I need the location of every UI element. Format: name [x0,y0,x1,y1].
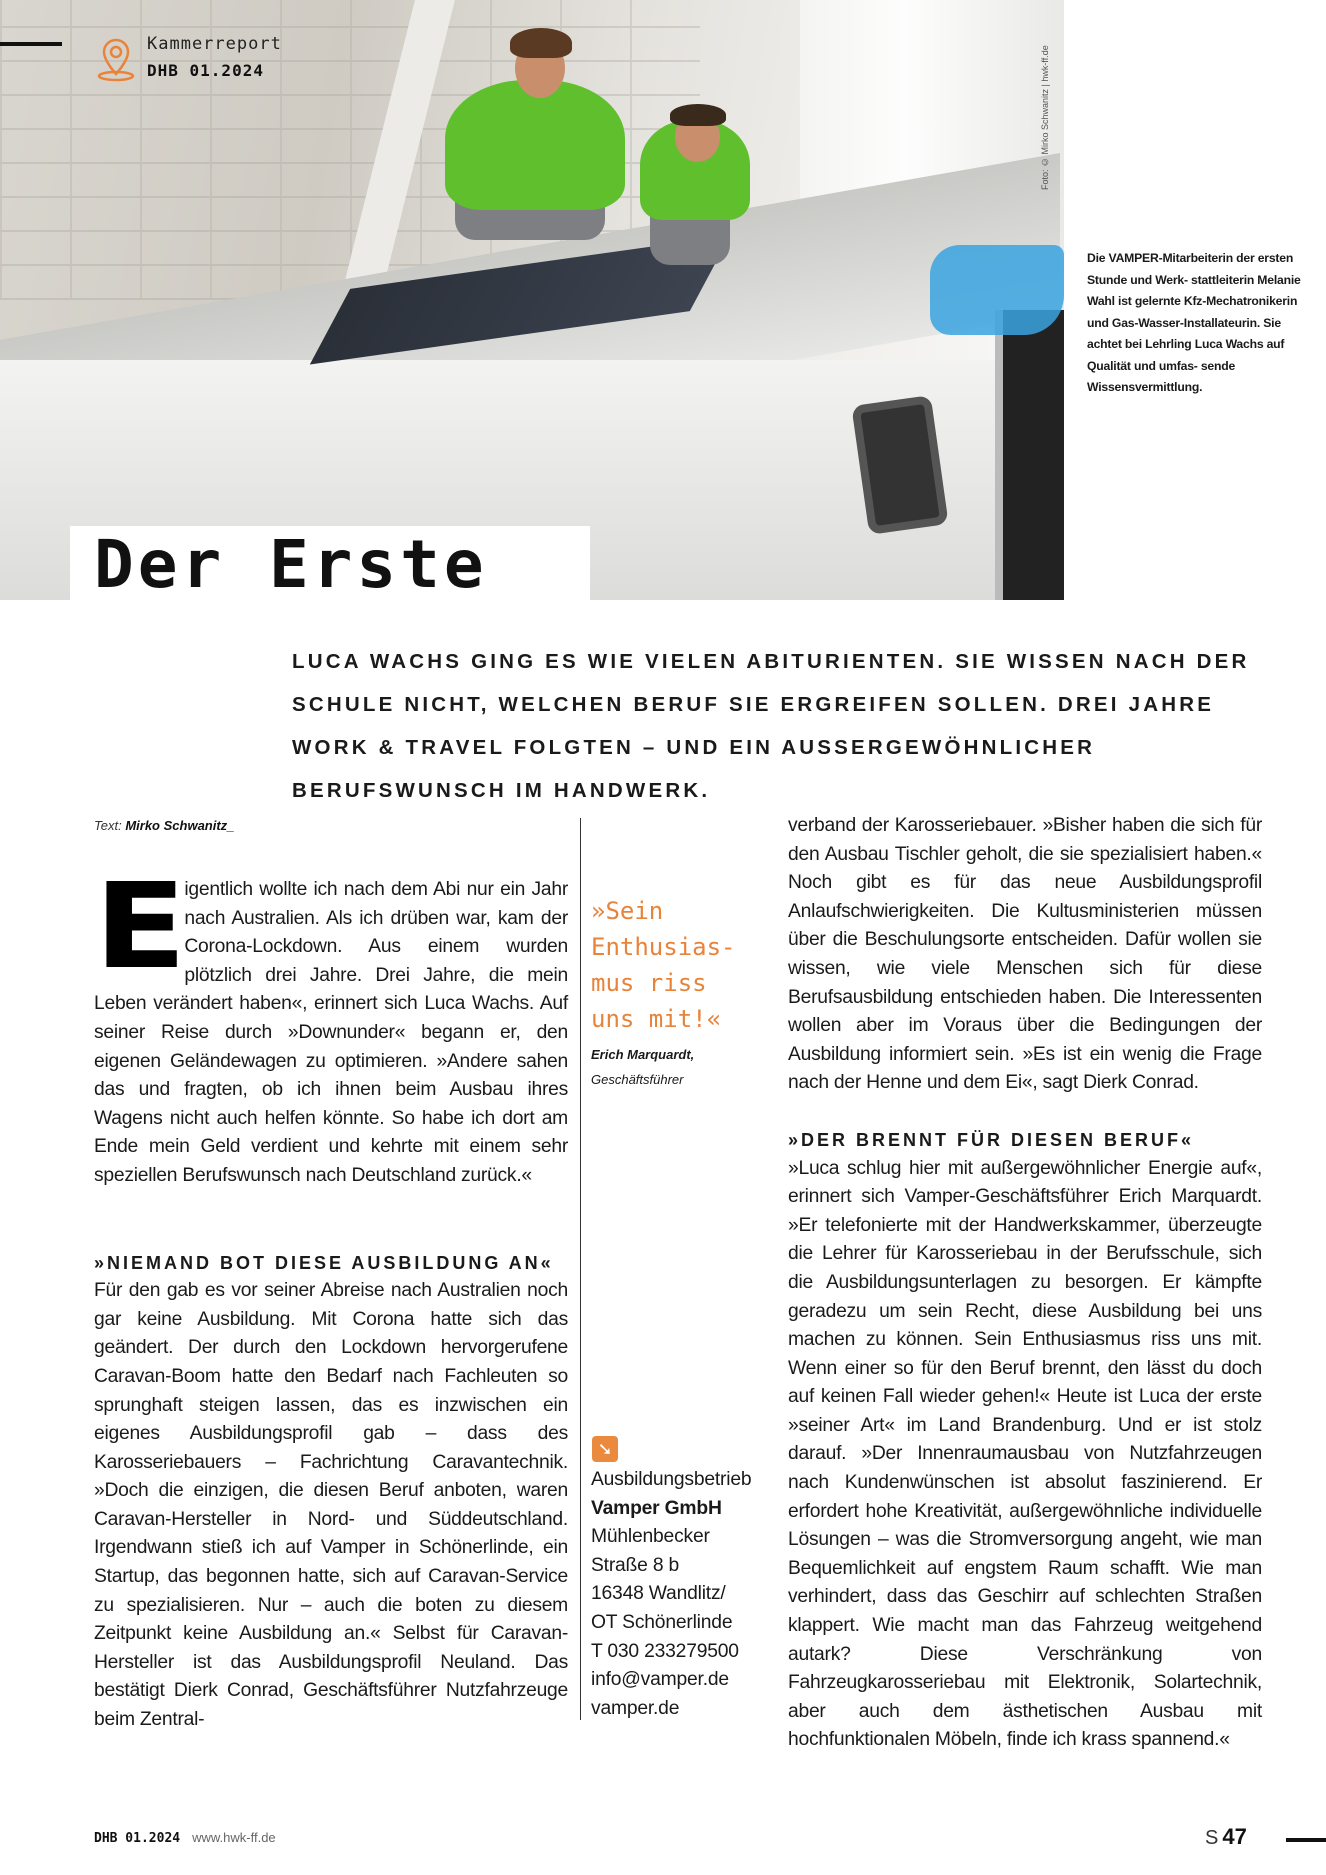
byline-author: Mirko Schwanitz_ [125,818,235,833]
phone: T 030 233279500 [591,1640,739,1662]
subheading: »DER BRENNT FÜR DIESEN BERUF« [788,1129,1195,1150]
footer-left [94,1830,276,1846]
byline [94,818,234,833]
issue-label: DHB 01.2024 [147,61,264,80]
quote-line: »Sein [591,897,664,925]
quote-line: uns mit!« [591,1005,722,1033]
paragraph: »Luca schlug hier mit außergewöhnlicher Energie auf«, erinnert sich Vamper-Geschäftsführer Erich Marquardt. »Er telefonierte mit der Handwerkskammer, überzeugte die Lehrer für Karosseriebau in der Berufsschule, sich die Ausbildungsunterlagen zu besorgen. Er kämpfte geradezu um sein Recht, diese Ausbildung bei uns machen zu können. Sein Enthusiasmus riss uns mit. Wenn einer so für den Beruf brennt, den lässt du doch auf keinen Fall wieder gehen!« Heute ist Luca der erste »seiner Art« im Land Brandenburg. Und er ist stolz darauf. »Der Innenraumausbau von Nutzfahrzeugen nach Kundenwünschen ist absolut faszinierend. Er erfordert hohe Kreativität, außergewöhnliche individuelle Lösungen – was die Stromversorgung angeht, wie man Bequemlichkeit auf engstem Raum schafft. Wie man verhindert, dass das Geschirr auf schlechten Straßen klappert. Wie macht man das Fahrzeug weitgehend autark? Diese Verschränkung von Fahrzeugkarosseriebau mit Elektronik, Solartechnik, aber auch dem ästhetischen Ausbau mit hochfunktionalen Möbeln, finde ich krass spannend.« [788,1157,1262,1751]
caravan-door [995,310,1064,600]
person-apprentice [445,80,625,210]
website-link[interactable]: vamper.de [591,1697,680,1719]
address-line: OT Schönerlinde [591,1611,733,1633]
footer-issue: DHB 01.2024 [94,1831,181,1846]
quote-author: Erich Marquardt, [591,1047,695,1062]
quote-line: mus riss [591,969,707,997]
drop-cap: E [94,857,187,995]
footer-url[interactable]: www.hwk-ff.de [192,1830,276,1845]
subheading: »NIEMAND BOT DIESE AUSBILDUNG AN« [94,1252,554,1273]
company-name: Vamper GmbH [591,1497,722,1519]
address-line: Ausbildungsbetrieb [591,1469,752,1490]
page-number [1205,1824,1247,1850]
photo-caption: Die VAMPER-Mitarbeiterin der ersten Stunde und Werk- stattleiterin Melanie Wahl ist gelernte Kfz-Mechatronikerin und Gas-Wasser-Installateurin. Sie achtet bei Lehrling Luca Wachs auf Qualität und umfas- sende Wissensvermittlung. [1087,251,1301,394]
byline-label: Text: [94,818,122,833]
page-value: 47 [1222,1824,1247,1849]
hero-photo [0,0,1064,603]
pull-quote [591,893,771,1037]
address-line: 16348 Wandlitz/ [591,1583,726,1605]
location-pin-icon [95,36,137,82]
paragraph: igentlich wollte ich nach dem Abi nur ein Jahr nach Australien. Als ich drüben war, kam der Corona-Lockdown. Aus einem wurden plötzlich drei Jahre. Drei Jahre, die mein Leben verändert haben«, erinnert sich Luca Wachs. Auf seiner Reise durch »Downunder« begann er, den eigenen Geländewagen zu optimieren. »Andere sahen das und fragten, ob ich ihnen beim Ausbau ihres Wagens nicht auch helfen könnte. So habe ich dort am Ende mein Geld verdient und kehrte mit einem sehr speziellen Berufswunsch nach Deutschland zurück.« [94,879,568,1186]
paragraph: verband der Karosseriebauer. »Bisher haben die sich für den Ausbau Tischler geholt, die sie spezialisiert haben.« Noch gibt es für das neue Ausbildungsprofil Anlaufschwierigkeiten. Die Kultusministerien müssen über die Beschulungsorte entscheiden. Dafür wollen sie wissen, wie viele Menschen sich für diese Berufsausbildung entschieden haben. Die Interessenten wollen aber im Voraus über die Bedingungen der Ausbildung informiert sein. »Es ist ein wenig die Frage nach der Henne und dem Ei«, sagt Dierk Conrad. [788,815,1262,1094]
company-info [591,1466,751,1723]
address-line: Mühlenbecker [591,1526,710,1548]
section-label: Kammerreport [147,34,282,54]
column-divider [580,818,581,1720]
column-left [94,857,568,1735]
footer-rule [1286,1838,1326,1842]
header-rule [0,42,62,46]
person-hair [670,104,726,126]
quote-line: Enthusias- [591,933,736,961]
address-line: Straße 8 b [591,1554,680,1576]
page-prefix: S [1205,1827,1219,1849]
person-hair [510,28,572,58]
column-right [788,812,1262,1755]
article-title: Der Erste [94,526,488,603]
quote-attribution [591,1042,694,1092]
paragraph: Für den gab es vor seiner Abreise nach Australien noch gar keine Ausbildung. Mit Corona hatte sich das geändert. Der durch den Lockdown hervorgerufene Caravan-Boom hatte den Bedarf nach Fachleuten so sprunghaft steigen lassen, das es inzwischen ein eigenes Ausbildungsprofil gab – dass des Karosseriebauers – Fachrichtung Caravantechnik. »Doch die einzigen, die diesen Beruf anboten, waren Caravan-Hersteller in Nord- und Süddeutschland. Irgendwann stieß ich auf Vamper in Schönerlinde, ein Startup, das begonnen hatte, sich auf Caravan-Service zu spezialisieren. Nur – auch die boten zu diesem Zeitpunkt keine Ausbildung an.« Selbst für Caravan-Hersteller ist das Ausbildungsprofil Neuland. Das bestätigt Dierk Conrad, Geschäftsführer Nutzfahrzeuge beim Zentral- [94,1280,568,1731]
photo-credit: Foto: © Mirko Schwanitz | hwk-ff.de [1040,45,1050,190]
arrow-down-right-icon: ➘ [592,1436,618,1462]
email-link[interactable]: info@vamper.de [591,1669,729,1691]
quote-role: Geschäftsführer [591,1072,684,1087]
blue-cover [930,245,1064,335]
article-lead: LUCA WACHS GING ES WIE VIELEN ABITURIENTEN. SIE WISSEN NACH DER SCHULE NICHT, WELCHEN BERUF SIE ERGREIFEN SOLLEN. DREI JAHRE WORK & TRAVEL FOLGTEN – UND EIN AUSSERGEWÖHNLICHER BERUFSWUNSCH IM HANDWERK. [292,650,1250,802]
